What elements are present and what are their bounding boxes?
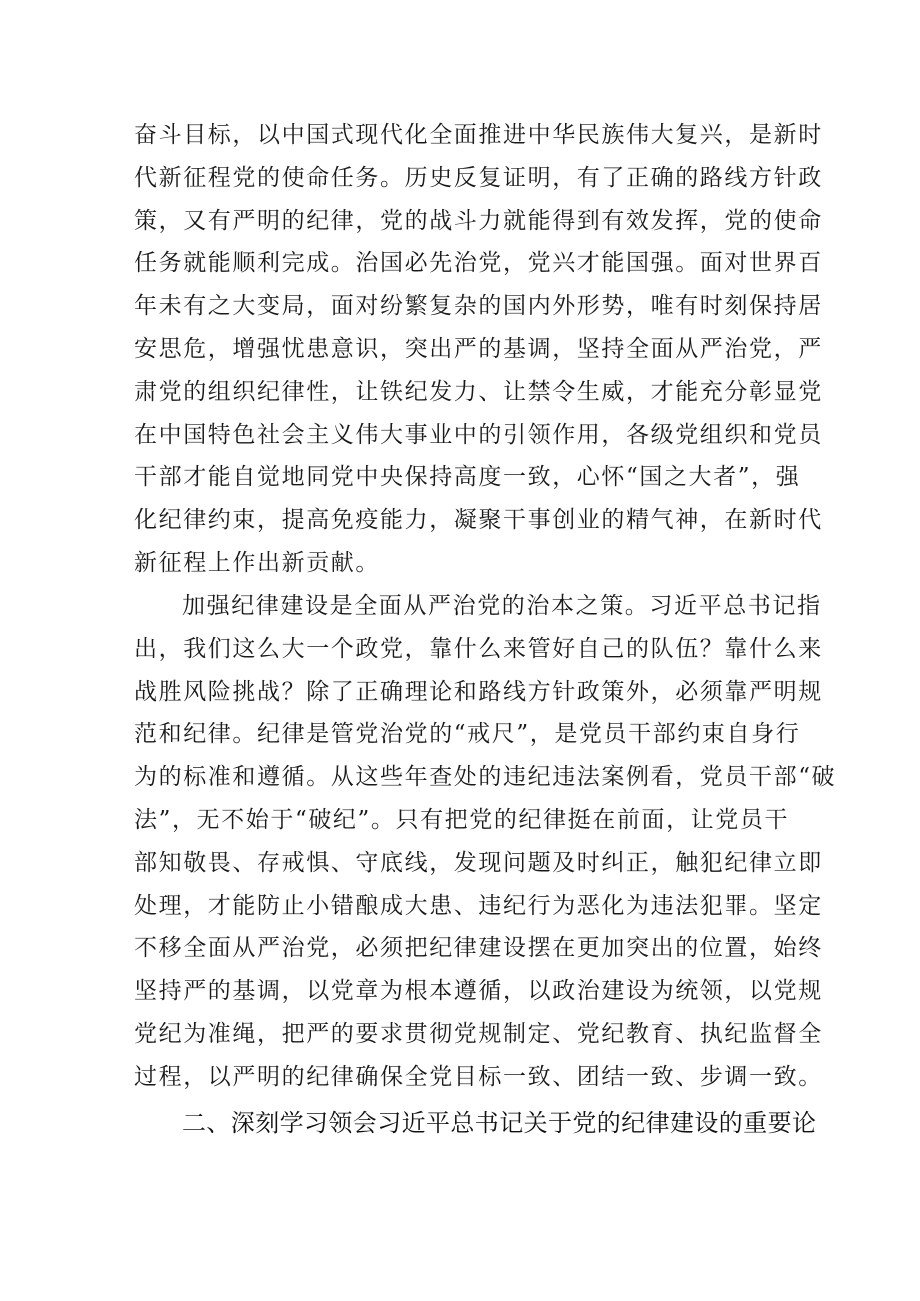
paragraph-line: 安思危，增强忧患意识，突出严的基调，坚持全面从严治党，严	[134, 335, 823, 362]
paragraph-line: 过程，以严明的纪律确保全党目标一致、团结一致、步调一致。	[134, 1063, 823, 1090]
paragraph-line: 党纪为准绳，把严的要求贯彻党规制定、党纪教育、执纪监督全	[134, 1020, 823, 1047]
paragraph-line: 干部才能自觉地同党中央保持高度一致，心怀“国之大者”，强	[134, 464, 801, 491]
paragraph-line: 奋斗目标，以中国式现代化全面推进中华民族伟大复兴，是新时	[134, 122, 823, 148]
paragraph-line: 为的标准和遵循。从这些年查处的违纪违法案例看，党员干部“破	[134, 764, 837, 791]
paragraph-line: 战胜风险挑战？除了正确理论和路线方针政策外，必须靠严明规	[134, 678, 823, 705]
paragraph-line: 坚持严的基调，以党章为根本遵循，以政治建设为统领，以党规	[134, 978, 823, 1005]
paragraph-line: 新征程上作出新贡献。	[134, 549, 380, 576]
paragraph-line: 处理，才能防止小错酿成大患、违纪行为恶化为违法犯罪。坚定	[134, 892, 823, 919]
paragraph-line: 肃党的组织纪律性，让铁纪发力、让禁令生威，才能充分彰显党	[134, 378, 823, 405]
paragraph-1	[134, 114, 823, 585]
paragraph-line: 部知敬畏、存戒惧、守底线，发现问题及时纠正，触犯纪律立即	[134, 849, 823, 876]
paragraph-line: 法”，无不始于“破纪”。只有把党的纪律挺在前面，让党员干	[134, 806, 790, 833]
section-heading: 二、深刻学习领会习近平总书记关于党的纪律建设的重要论	[182, 1109, 817, 1137]
paragraph-line: 策，又有严明的纪律，党的战斗力就能得到有效发挥，党的使命	[134, 207, 823, 234]
paragraph-line: 出，我们这么大一个政党，靠什么来管好自己的队伍？靠什么来	[134, 635, 823, 662]
paragraph-line: 化纪律约束，提高免疫能力，凝聚干事创业的精气神，在新时代	[134, 507, 823, 534]
paragraph-line: 任务就能顺利完成。治国必先治党，党兴才能国强。面对世界百	[134, 250, 823, 277]
paragraph-line: 在中国特色社会主义伟大事业中的引领作用，各级党组织和党员	[134, 421, 823, 448]
paragraph-line: 年未有之大变局，面对纷繁复杂的国内外形势，唯有时刻保持居	[134, 293, 823, 320]
paragraph-line: 加强纪律建设是全面从严治党的治本之策。习近平总书记指	[182, 593, 822, 619]
paragraph-line: 代新征程党的使命任务。历史反复证明，有了正确的路线方针政	[134, 164, 823, 191]
paragraph-2	[134, 585, 837, 1099]
paragraph-line: 不移全面从严治党，必须把纪律建设摆在更加突出的位置，始终	[134, 935, 823, 962]
paragraph-line: 范和纪律。纪律是管党治党的“戒尺”，是党员干部约束自身行	[134, 721, 801, 748]
